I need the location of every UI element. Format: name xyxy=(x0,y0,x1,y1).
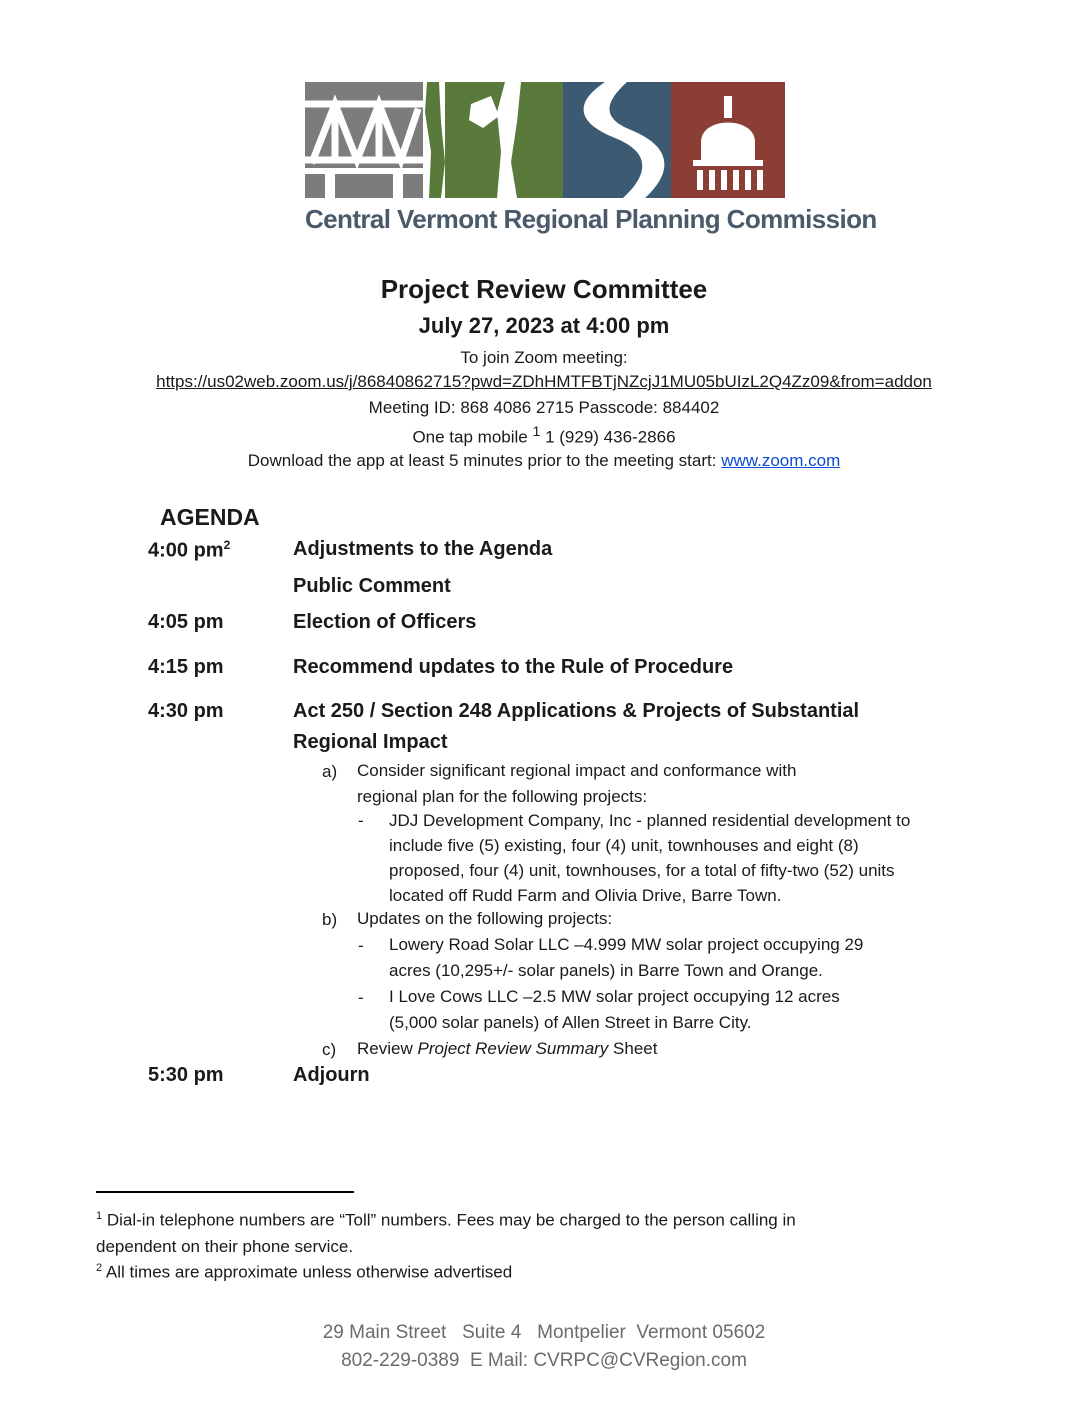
agenda-item-title: Adjourn xyxy=(293,1064,370,1086)
project-description: Lowery Road Solar LLC –4.999 MW solar project occupying 29 acres (10,295+/- solar panels) in Barre Town and Orange. xyxy=(389,935,864,980)
agenda-time: 4:30 pm xyxy=(148,700,224,722)
footnote-1: $^1$ Dial-in telephone numbers are “Toll” numbers. Fees may be charged to the person calling in dependent on their phone service. xyxy=(96,1210,796,1256)
zoom-meeting-link[interactable]: https://us02web.zoom.us/j/86840862715?pwd=ZDhHMTFBTjNZcjJ1MU05bUIzL2Q4Zz09&from=addon xyxy=(156,372,932,391)
zoom-website-link[interactable]: www.zoom.com xyxy=(721,451,841,470)
agenda-item-title-continued: Regional Impact xyxy=(293,731,448,753)
agenda-item-title: Public Comment xyxy=(293,575,451,597)
one-tap-number: 1 (929) 436-2866 xyxy=(545,427,676,447)
bullet-dash: - xyxy=(358,811,364,830)
agenda-item-title: Recommend updates to the Rule of Procedure xyxy=(293,656,734,678)
agenda-time: 4:15 pm xyxy=(148,656,224,678)
one-tap-label: One tap mobile xyxy=(412,427,528,447)
agenda-time: 4:05 pm xyxy=(148,611,224,633)
agenda-item-title: Adjustments to the Agenda xyxy=(293,538,553,560)
project-description: I Love Cows LLC –2.5 MW solar project occupying 12 acres (5,000 solar panels) of Allen Street in Barre City. xyxy=(389,987,840,1032)
download-instructions xyxy=(0,451,1088,471)
sub-item-marker: a) xyxy=(322,762,338,781)
sub-item-text: Updates on the following projects: xyxy=(357,909,613,928)
bullet-dash: - xyxy=(358,936,364,955)
logo-graphic xyxy=(305,82,785,202)
agenda-time: 4:00 $pm^2$ xyxy=(148,538,231,562)
page-title: Project Review Committee xyxy=(380,274,708,304)
one-tap-mobile xyxy=(0,424,1088,448)
footnote-ref-1: 1 xyxy=(532,424,541,440)
sub-item-text: Review Project Review Summary Sheet xyxy=(357,1039,658,1058)
footer-address: 29 Main Street Suite 4 Montpelier Vermont 05602 xyxy=(322,1322,766,1343)
meeting-id: Meeting ID: 868 4086 2715 Passcode: 884402 xyxy=(368,398,720,417)
project-description: JDJ Development Company, Inc - planned residential development to include five (5) existing, four (4) unit, townhouses and eight (8) proposed, four (4) unit, townhouses, for a total of fifty-two (52) units located off Rudd Farm and Olivia Drive, Barre Town. xyxy=(389,811,911,905)
agenda-item-title: Election of Officers xyxy=(293,611,477,633)
agenda-heading: AGENDA xyxy=(160,504,260,530)
sub-item-text: Consider significant regional impact and conformance with regional plan for the following projects: xyxy=(357,761,797,806)
sub-item-marker: b) xyxy=(322,910,338,929)
agenda-item-title: Act 250 / Section 248 Applications & Projects of Substantial xyxy=(293,700,860,722)
footnote-divider xyxy=(96,1191,354,1193)
download-text: Download the app at least 5 minutes prior to the meeting start: xyxy=(247,451,717,470)
bullet-dash: - xyxy=(358,988,364,1007)
document-name: Project Review Summary xyxy=(417,1039,609,1058)
footnote-2: $^2$ All times are approximate unless otherwise advertised xyxy=(96,1262,513,1282)
footer-contact: 802-229-0389 E Mail: CVRPC@CVRegion.com xyxy=(341,1350,747,1371)
meeting-date: July 27, 2023 at 4:00 pm xyxy=(418,313,670,338)
agenda-time: 5:30 pm xyxy=(148,1064,224,1086)
join-text: To join Zoom meeting: xyxy=(460,348,628,367)
organization-name: Central Vermont Regional Planning Commission xyxy=(305,204,877,234)
sub-item-marker: c) xyxy=(322,1040,337,1059)
footnote-ref-2: 2 xyxy=(223,538,231,552)
